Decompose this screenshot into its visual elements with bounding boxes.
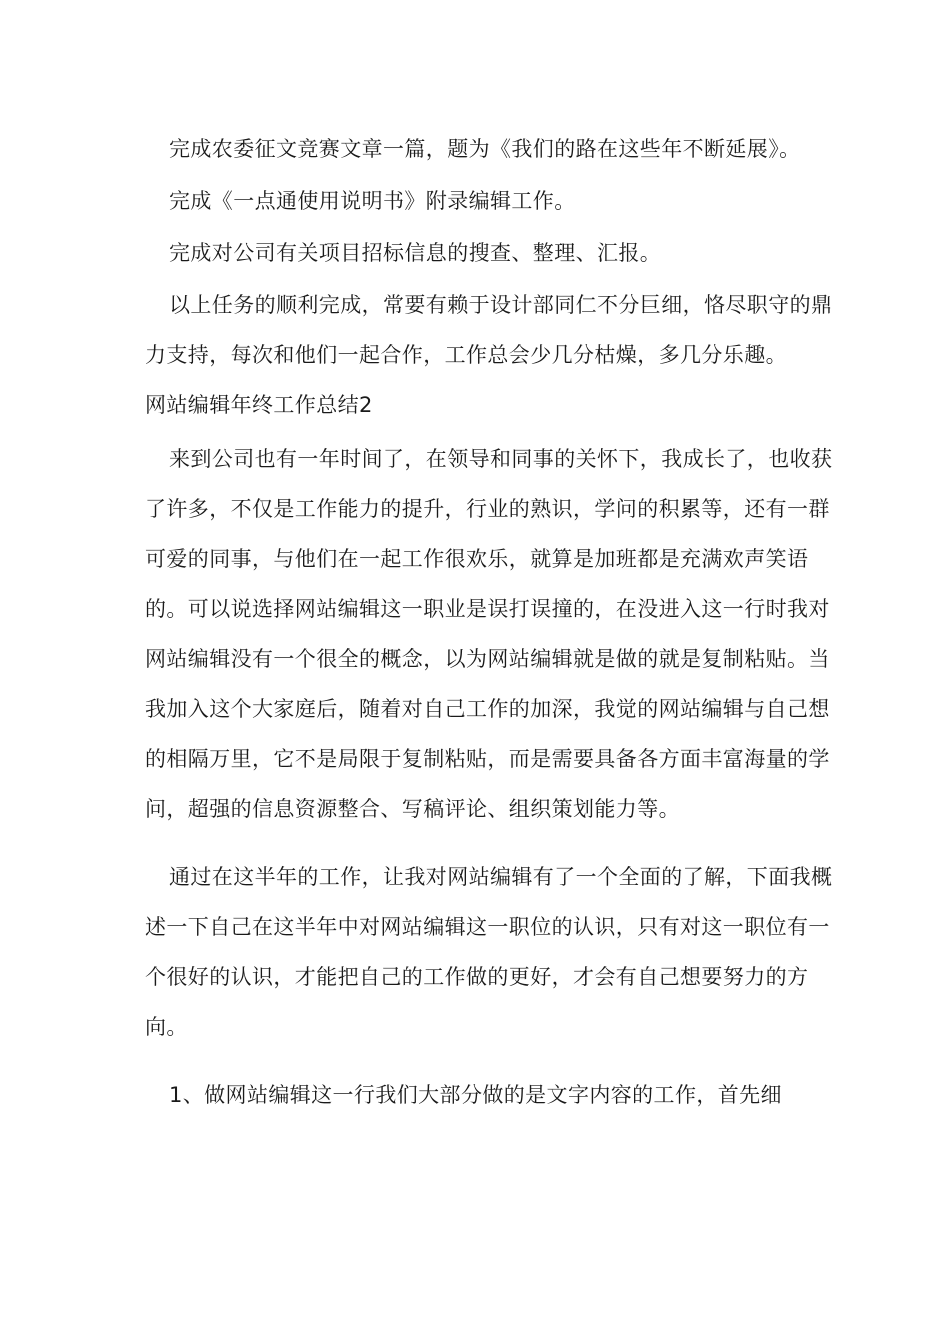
section-heading: 网站编辑年终工作总结2	[145, 393, 373, 417]
paragraph-summary: 以上任务的顺利完成，常要有赖于设计部同仁不分巨细，恪尽职守的鼎力支持，每次和他们一起合作，工作总会少几分枯燥，多几分乐趣。	[145, 293, 833, 367]
document-body	[145, 124, 835, 1138]
paragraph-intro: 来到公司也有一年时间了，在领导和同事的关怀下，我成长了，也收获了许多，不仅是工作能力的提升，行业的熟识，学问的积累等，还有一群可爱的同事，与他们在一起工作很欢乐，就算是加班都是充满欢声笑语的。可以说选择网站编辑这一职业是误打误撞的，在没进入这一行时我对网站编辑没有一个很全的概念，以为网站编辑就是做的就是复制粘贴。当我加入这个大家庭后，随着对自己工作的加深，我觉的网站编辑与自己想的相隔万里，它不是局限于复制粘贴，而是需要具备各方面丰富海量的学问，超强的信息资源整合、写稿评论、组织策划能力等。	[145, 447, 833, 821]
paragraph-essay: 完成农委征文竞赛文章一篇，题为《我们的路在这些年不断延展》。	[169, 137, 801, 161]
paragraph-tender: 完成对公司有关项目招标信息的搜查、整理、汇报。	[169, 241, 662, 265]
paragraph-point-1: 1、做网站编辑这一行我们大部分做的是文字内容的工作，首先细	[169, 1083, 782, 1107]
paragraph-manual: 完成《一点通使用说明书》附录编辑工作。	[169, 189, 576, 213]
paragraph-overview: 通过在这半年的工作，让我对网站编辑有了一个全面的了解，下面我概述一下自己在这半年中对网站编辑这一职位的认识，只有对这一职位有一个很好的认识，才能把自己的工作做的更好，才会有自己想要努力的方向。	[145, 865, 833, 1039]
